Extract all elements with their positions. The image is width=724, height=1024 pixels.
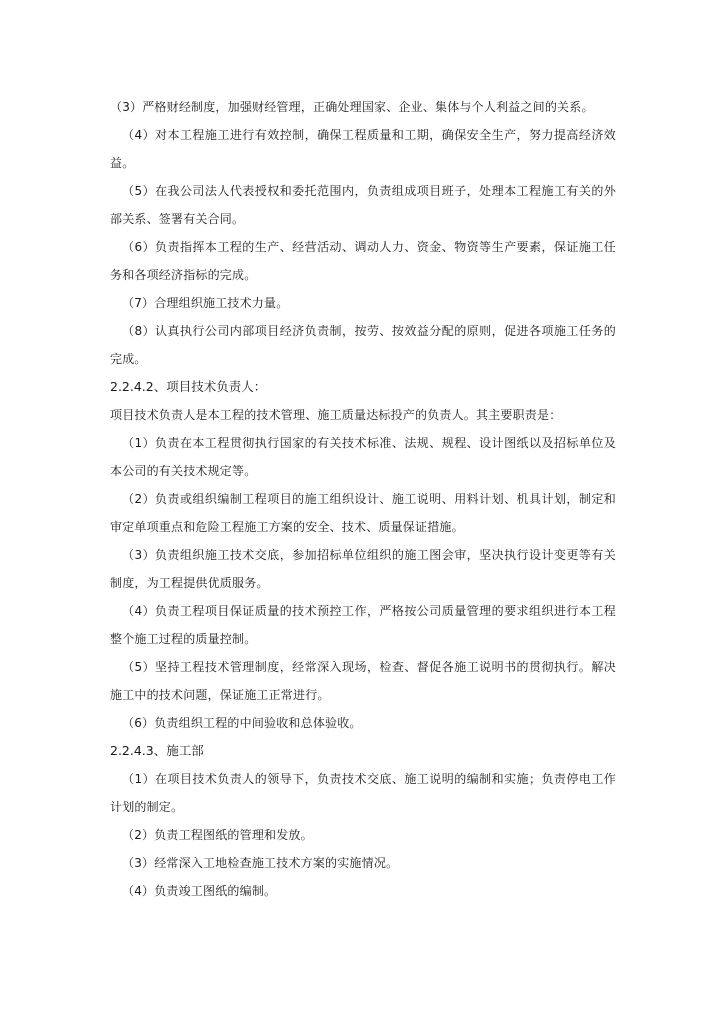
- paragraph-tech-lead-intro: 项目技术负责人是本工程的技术管理、施工质量达标投产的负责人。其主要职责是：: [110, 408, 562, 422]
- section-heading-2-2-4-2: 2.2.4.2、项目技术负责人：: [110, 379, 267, 394]
- paragraph-clause-4: （4）对本工程施工进行有效控制，确保工程质量和工期，确保安全生产，努力提高经济效益。: [110, 128, 616, 170]
- paragraph-construction-duty-3: （3）经常深入工地检查施工技术方案的实施情况。: [122, 856, 399, 870]
- paragraph-clause-7: （7）合理组织施工技术力量。: [122, 296, 289, 310]
- paragraph-clause-8: （8）认真执行公司内部项目经济负责制，按劳、按效益分配的原则，促进各项施工任务的完成。: [110, 324, 616, 366]
- paragraph-clause-6: （6）负责指挥本工程的生产、经营活动、调动人力、资金、物资等生产要素，保证施工任务和各项经济指标的完成。: [110, 240, 616, 282]
- paragraph-clause-3: （3）严格财经制度，加强财经管理，正确处理国家、企业、集体与个人利益之间的关系。: [110, 100, 594, 114]
- paragraph-clause-5: （5）在我公司法人代表授权和委托范围内，负责组成项目班子，处理本工程施工有关的外部关系、签署有关合同。: [110, 184, 616, 226]
- document-body: [110, 93, 616, 905]
- paragraph-construction-duty-4: （4）负责竣工图纸的编制。: [122, 884, 277, 898]
- paragraph-construction-duty-1: （1）在项目技术负责人的领导下，负责技术交底、施工说明的编制和实施；负责停电工作计划的制定。: [110, 772, 616, 814]
- paragraph-construction-duty-2: （2）负责工程图纸的管理和发放。: [122, 828, 313, 842]
- paragraph-tech-duty-6: （6）负责组织工程的中间验收和总体验收。: [122, 716, 362, 730]
- paragraph-tech-duty-2: （2）负责或组织编制工程项目的施工组织设计、施工说明、用料计划、机具计划，制定和审定单项重点和危险工程施工方案的安全、技术、质量保证措施。: [110, 492, 616, 534]
- section-heading-2-2-4-3: 2.2.4.3、施工部: [110, 743, 204, 758]
- paragraph-tech-duty-3: （3）负责组织施工技术交底，参加招标单位组织的施工图会审，坚决执行设计变更等有关制度，为工程提供优质服务。: [110, 548, 616, 590]
- paragraph-tech-duty-1: （1）负责在本工程贯彻执行国家的有关技术标准、法规、规程、设计图纸以及招标单位及本公司的有关技术规定等。: [110, 436, 616, 478]
- paragraph-tech-duty-5: （5）坚持工程技术管理制度，经常深入现场，检查、督促各施工说明书的贯彻执行。解决施工中的技术问题，保证施工正常进行。: [110, 660, 616, 702]
- paragraph-tech-duty-4: （4）负责工程项目保证质量的技术预控工作，严格按公司质量管理的要求组织进行本工程整个施工过程的质量控制。: [110, 604, 616, 646]
